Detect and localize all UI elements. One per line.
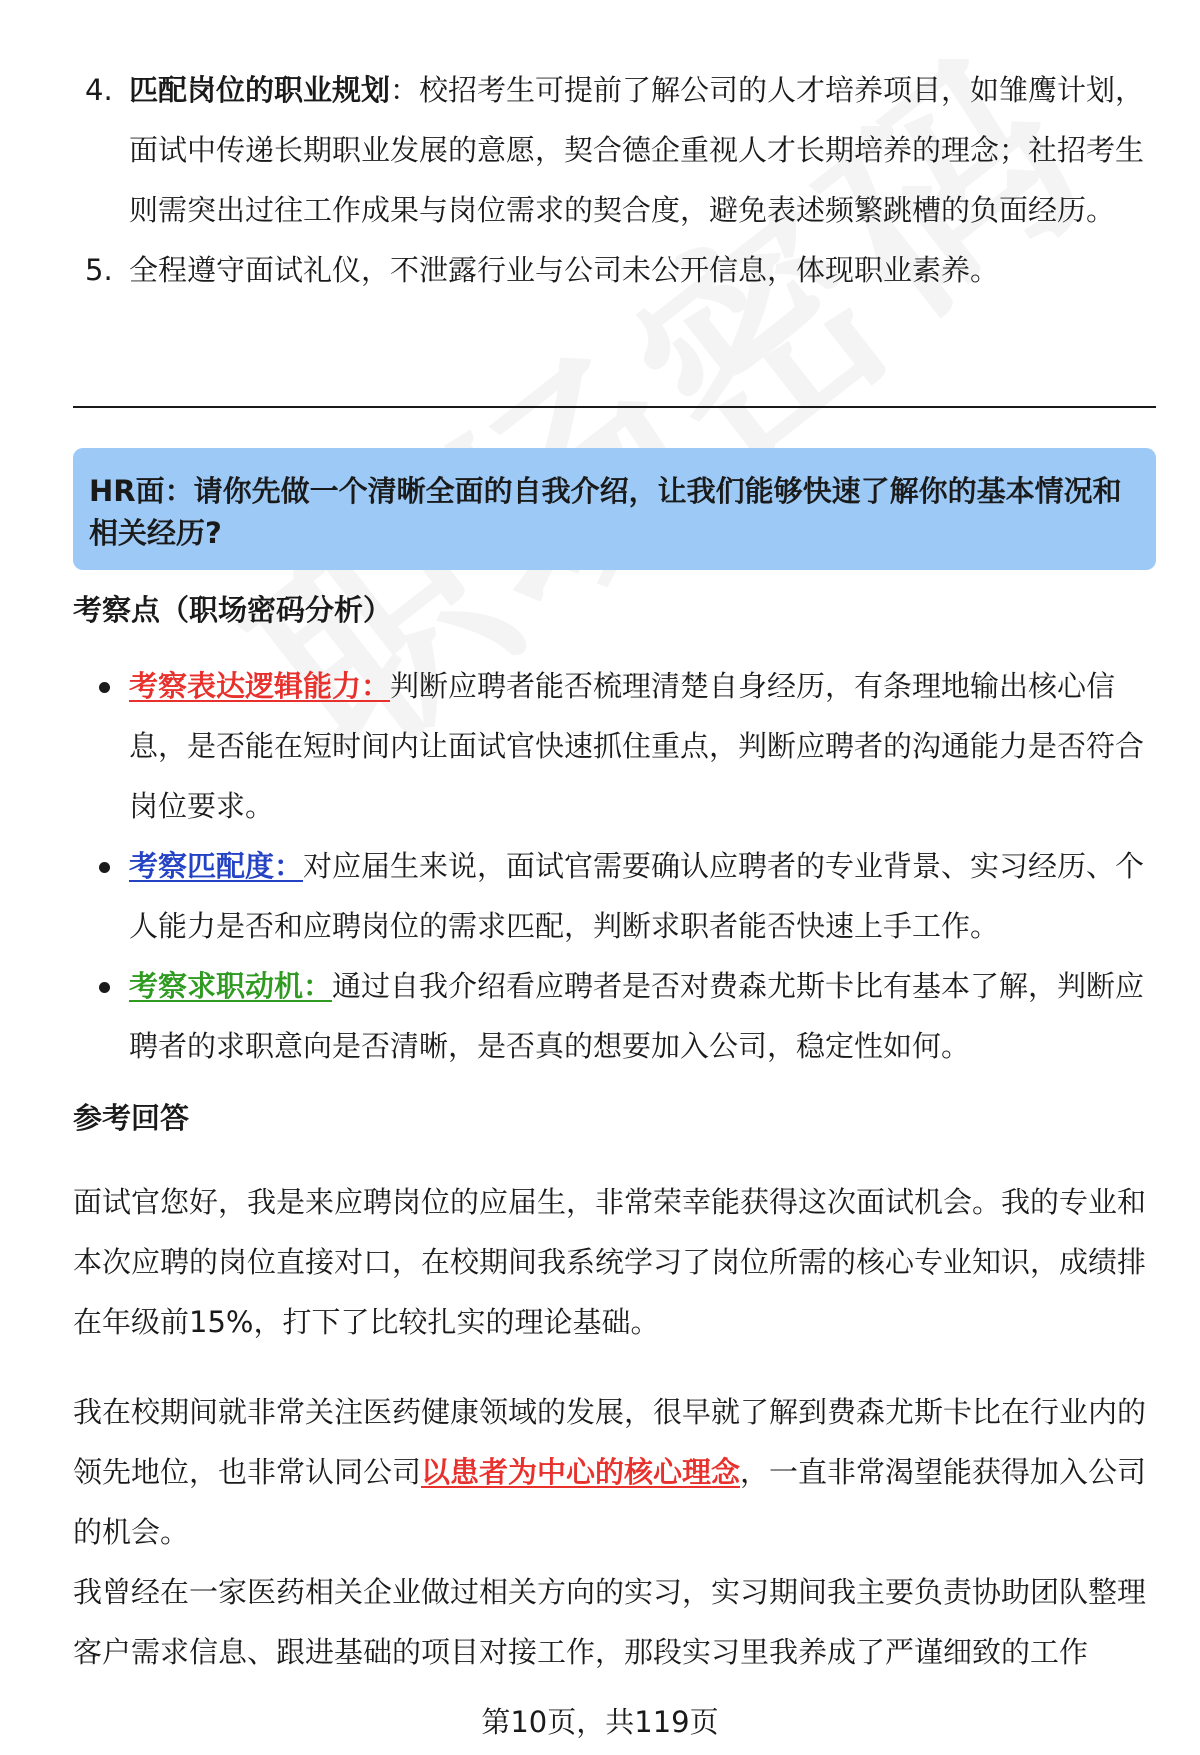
exam-point-text: 对应届生来说，面试官需要确认应聘者的专业背景、实习经历、个人能力是否和应聘岗位的需求匹配，判断求职者能否快速上手工作。 [129, 849, 1145, 943]
answer-paragraph: 面试官您好，我是来应聘岗位的应届生，非常荣幸能获得这次面试机会。我的专业和本次应聘的岗位直接对口，在校期间我系统学习了岗位所需的核心专业知识，成绩排在年级前15%，打下了比较扎实的理论基础。 [73, 1185, 1147, 1339]
list-number: 4. [85, 73, 113, 107]
exam-point-text: 通过自我介绍看应聘者是否对费森尤斯卡比有基本了解，判断应聘者的求职意向是否清晰，是否真的想要加入公司，稳定性如何。 [129, 969, 1145, 1063]
exam-points-title: 考察点（职场密码分析） [73, 593, 393, 627]
answer-paragraph: 我曾经在一家医药相关企业做过相关方向的实习，实习期间我主要负责协助团队整理客户需求信息、跟进基础的项目对接工作，那段实习里我养成了严谨细致的工作 [73, 1575, 1147, 1669]
list-item [75, 240, 1155, 300]
question-text: HR面：请你先做一个清晰全面的自我介绍，让我们能够快速了解你的基本情况和相关经历? [89, 474, 1122, 550]
horizontal-divider [73, 406, 1156, 408]
answer-text: 我在校期间就非常关注医药健康领域的发展，很早就了解到费森尤斯卡比在行业内的领先地位，也非常认同公司 [73, 1395, 1147, 1489]
page-footer: 第10页，共119页 [481, 1705, 719, 1739]
exam-point-keyword: 考察表达逻辑能力： [129, 669, 391, 703]
answer-paragraph [73, 1382, 1156, 1562]
bullet-dot-icon [99, 862, 110, 873]
question-box [73, 448, 1156, 570]
list-item [75, 60, 1155, 240]
answer-text: ，一直非常渴望能获得加入公司的机会。 [73, 1455, 1147, 1549]
exam-point-keyword: 考察求职动机： [129, 969, 333, 1003]
bullet-dot-icon [99, 982, 110, 993]
exam-point-keyword: 考察匹配度： [129, 849, 304, 883]
reference-answer-title: 参考回答 [73, 1101, 190, 1135]
list-item [73, 956, 1156, 1076]
highlighted-phrase: 以患者为中心的核心理念 [421, 1455, 741, 1489]
list-item [73, 836, 1156, 956]
ordered-list [75, 60, 1155, 300]
list-item-bold-prefix: 匹配岗位的职业规划 [129, 73, 391, 107]
list-number: 5. [85, 253, 113, 287]
list-item-text: ：校招考生可提前了解公司的人才培养项目，如雏鹰计划，面试中传递长期职业发展的意愿，契合德企重视人才长期培养的理念；社招考生则需突出过往工作成果与岗位需求的契合度，避免表述频繁跳槽的负面经历。 [129, 73, 1145, 227]
exam-points-list [73, 656, 1156, 1076]
exam-point-text: 判断应聘者能否梳理清楚自身经历，有条理地输出核心信息，是否能在短时间内让面试官快速抓住重点，判断应聘者的沟通能力是否符合岗位要求。 [129, 669, 1145, 823]
list-item [73, 656, 1156, 836]
bullet-dot-icon [99, 682, 110, 693]
list-item-text: 全程遵守面试礼仪，不泄露行业与公司未公开信息，体现职业素养。 [129, 253, 1000, 287]
